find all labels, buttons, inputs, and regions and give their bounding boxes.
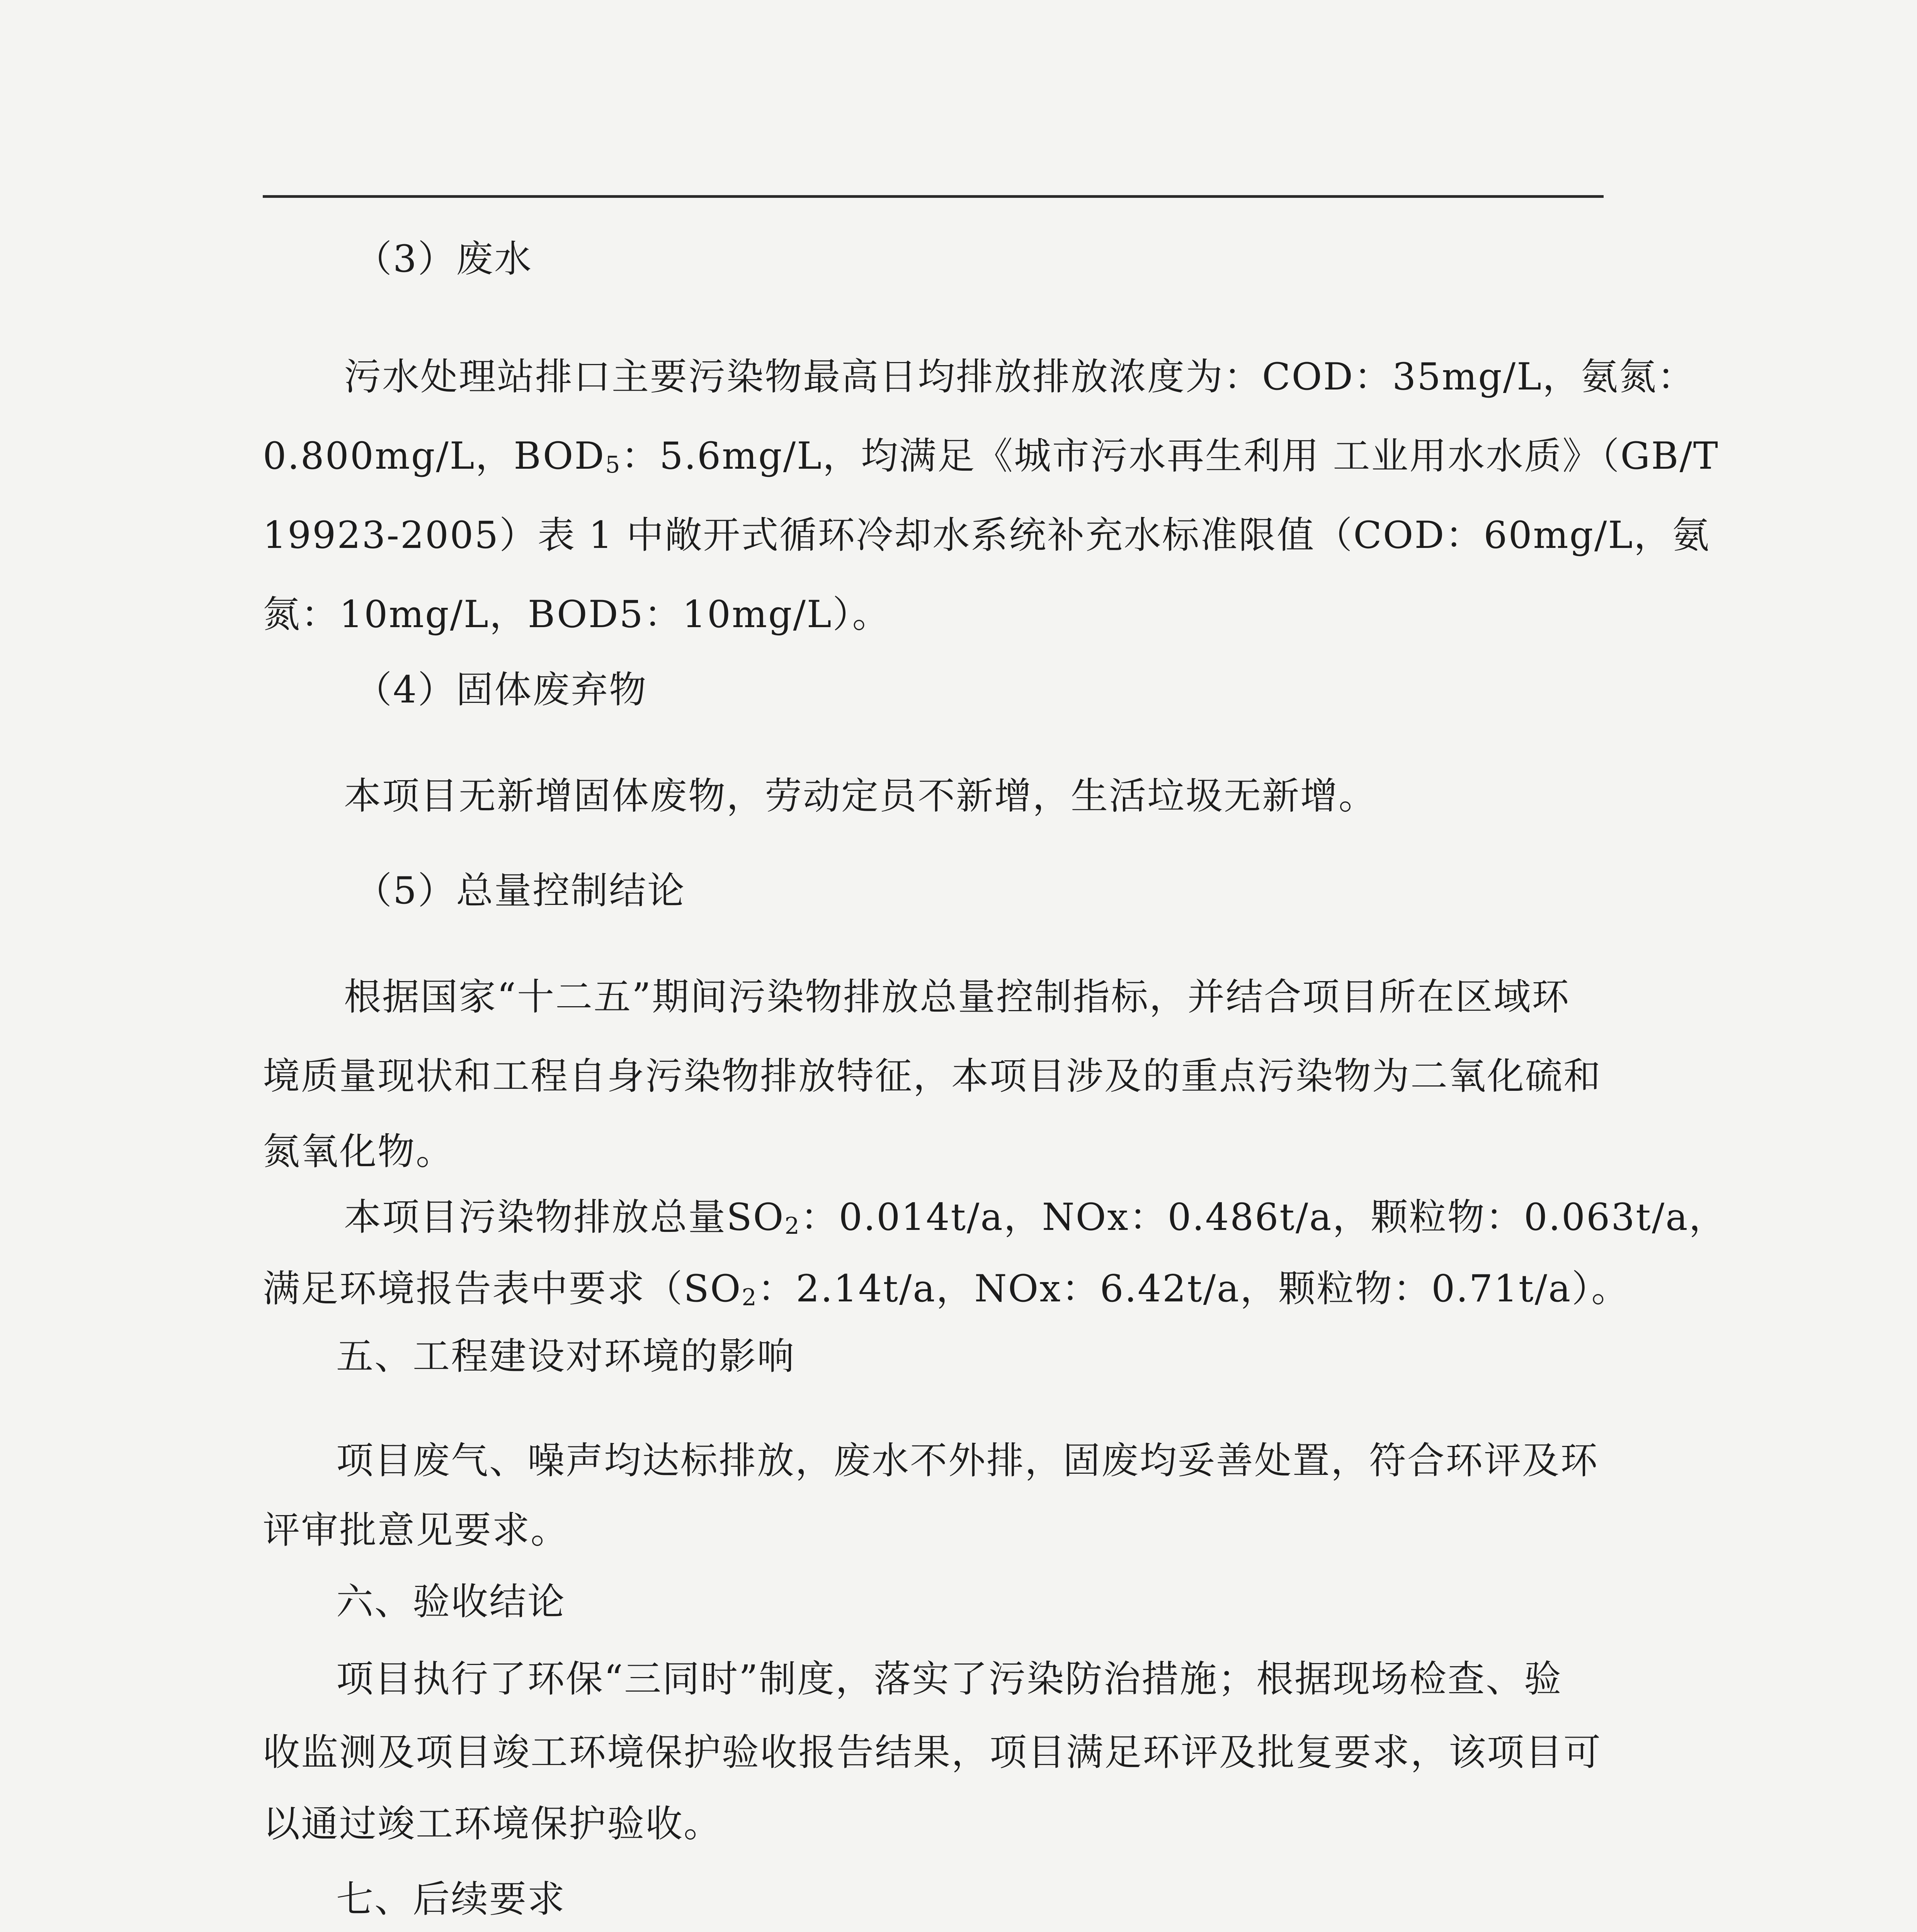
heading-section-six: 六、验收结论 xyxy=(336,1580,566,1623)
wastewater-para-line-1: 污水处理站排口主要污染物最高日均排放排放浓度为：COD：35mg/L，氨氮： xyxy=(344,355,1696,398)
section-six-para-line-1: 项目执行了环保“三同时”制度，落实了污染防治措施；根据现场检查、验 xyxy=(336,1657,1563,1701)
wastewater-para-line-4: 氮：10mg/L，BOD5：10mg/L）。 xyxy=(263,593,891,636)
heading-total-control: （5）总量控制结论 xyxy=(355,869,686,912)
emissions-para-line-1: 本项目污染物排放总量SO2：0.014t/a，NOx：0.486t/a，颗粒物：0.063t/a， xyxy=(344,1196,1727,1240)
total-control-para-line-2: 境质量现状和工程自身污染物排放特征，本项目涉及的重点污染物为二氧化硫和 xyxy=(263,1054,1602,1098)
heading-section-seven: 七、后续要求 xyxy=(336,1878,566,1921)
heading-section-five: 五、工程建设对环境的影响 xyxy=(336,1335,795,1378)
section-six-para-line-3: 以通过竣工环境保护验收。 xyxy=(263,1802,722,1845)
section-five-para-line-2: 评审批意见要求。 xyxy=(263,1509,569,1552)
solid-waste-para: 本项目无新增固体废物，劳动定员不新增，生活垃圾无新增。 xyxy=(344,774,1377,818)
heading-wastewater: （3）废水 xyxy=(355,237,533,281)
section-five-para-line-1: 项目废气、噪声均达标排放，废水不外排，固废均妥善处置，符合环评及环 xyxy=(336,1439,1599,1482)
emissions-para-line-2: 满足环境报告表中要求（SO2：2.14t/a，NOx：6.42t/a，颗粒物：0.71t/a）。 xyxy=(263,1267,1630,1311)
heading-solid-waste: （4）固体废弃物 xyxy=(355,668,648,711)
wastewater-para-line-3: 19923-2005）表 1 中敞开式循环冷却水系统补充水标准限值（COD：60mg/L，氨 xyxy=(263,514,1711,557)
total-control-para-line-1: 根据国家“十二五”期间污染物排放总量控制指标，并结合项目所在区域环 xyxy=(344,975,1570,1019)
total-control-para-line-3: 氮氧化物。 xyxy=(263,1130,454,1173)
section-six-para-line-2: 收监测及项目竣工环境保护验收报告结果，项目满足环评及批复要求，该项目可 xyxy=(263,1731,1602,1774)
wastewater-para-line-2: 0.800mg/L，BOD5：5.6mg/L，均满足《城市污水再生利用 工业用水水质》（GB/T xyxy=(263,434,1719,478)
